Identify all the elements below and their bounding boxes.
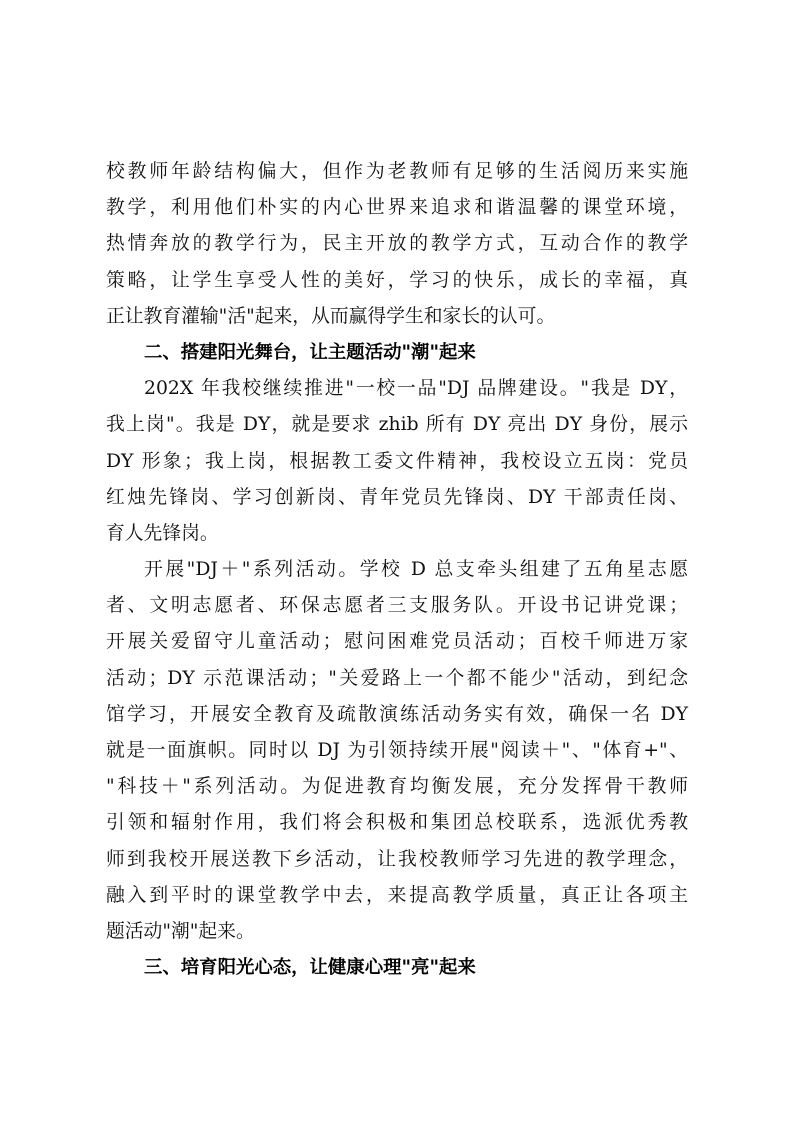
paragraph-3-line-6: 就是一面旗帜。同时以 DJ 为引领持续开展"阅读＋"、"体育+"、 [106,740,688,761]
paragraph-3-line-7: "科技＋"系列活动。为促进教育均衡发展，充分发挥骨干教师 [106,776,688,798]
paragraph-1-line-4: 策略，让学生享受人性的美好，学习的快乐，成长的幸福，真 [106,269,688,291]
paragraph-3-line-10: 融入到平时的课堂教学中去，来提高教学质量，真正让各项主 [106,884,688,906]
paragraph-3-line-4: 活动；DY 示范课活动；"关爱路上一个都不能少"活动，到纪念 [106,667,688,689]
paragraph-1-line-3: 热情奔放的教学行为，民主开放的教学方式，互动合作的教学 [106,233,688,255]
paragraph-3-line-8: 引领和辐射作用，我们将会积极和集团总校联系，选派优秀教 [106,812,688,834]
paragraph-3-line-3: 开展关爱留守儿童活动；慰问困难党员活动；百校千师进万家 [106,631,688,653]
paragraph-1-line-2: 教学，利用他们朴实的内心世界来追求和谐温馨的课堂环境， [106,197,688,219]
paragraph-3-line-1: 开展"DJ＋"系列活动。学校 D 总支牵头组建了五角星志愿 [144,559,688,581]
paragraph-2-line-4: 红烛先锋岗、学习创新岗、青年党员先锋岗、DY 干部责任岗、 [106,486,688,508]
paragraph-2-line-5: 育人先锋岗。 [106,522,219,544]
paragraph-2-line-1: 202X 年我校继续推进"一校一品"DJ 品牌建设。"我是 DY， [144,378,688,400]
section-heading-3: 三、培育阳光心态，让健康心理"亮"起来 [144,957,476,979]
paragraph-3-line-11: 题活动"潮"起来。 [106,920,255,942]
paragraph-1-line-1: 校教师年龄结构偏大，但作为老教师有足够的生活阅历来实施 [106,161,688,182]
document-body [106,154,688,986]
section-heading-2: 二、搭建阳光舞台，让主题活动"潮"起来 [144,341,476,363]
paragraph-3-line-9: 师到我校开展送教下乡活动，让我校教师学习先进的教学理念， [106,848,688,870]
paragraph-3-line-5: 馆学习，开展安全教育及疏散演练活动务实有效，确保一名 DY [106,703,688,725]
paragraph-2-line-2: 我上岗"。我是 DY，就是要求 zhib 所有 DY 亮出 DY 身份，展示 [106,414,688,436]
paragraph-2-line-3: DY 形象；我上岗，根据教工委文件精神，我校设立五岗：党员 [106,450,688,472]
paragraph-1-line-5: 正让教育灌输"活"起来，从而赢得学生和家长的认可。 [106,305,556,327]
paragraph-3-line-2: 者、文明志愿者、环保志愿者三支服务队。开设书记讲党课； [106,595,688,617]
